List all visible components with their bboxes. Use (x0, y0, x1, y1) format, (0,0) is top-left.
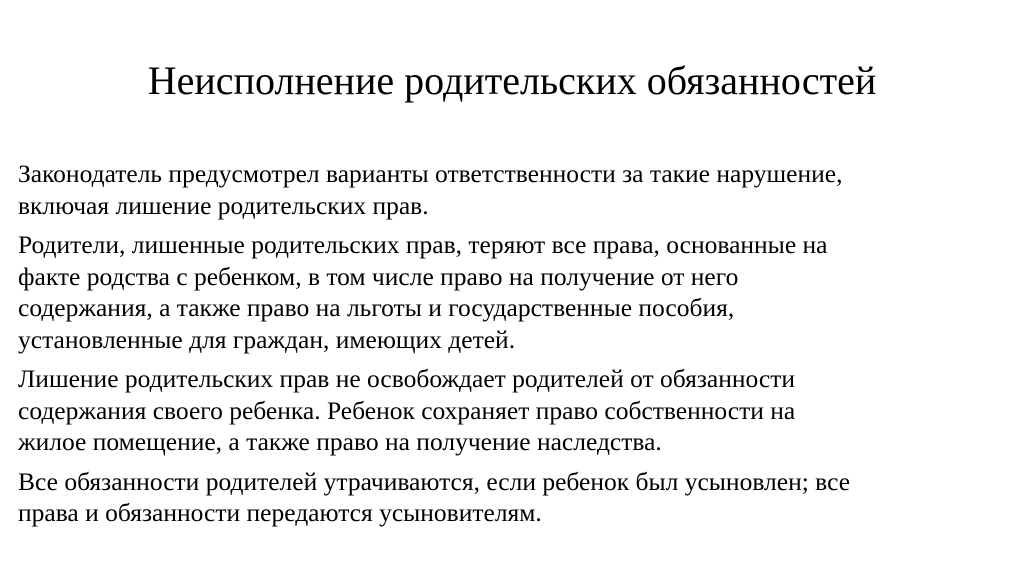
paragraph-legislator-responsibility (18, 158, 1008, 221)
paragraph-lost-rights (18, 229, 1008, 355)
paragraph-line: установленные для граждан, имеющих детей. (18, 324, 516, 354)
paragraph-line: жилое помещение, а также право на получение наследства. (18, 427, 662, 456)
paragraph-line: Законодатель предусмотрел варианты ответственности за такие нарушение, (18, 159, 843, 188)
slide-body (18, 158, 1008, 537)
paragraph-line: содержания своего ребенка. Ребенок сохраняет право собственности на (18, 395, 796, 425)
paragraph-line: Все обязанности родителей утрачиваются, если ребенок был усыновлен; все (18, 466, 851, 496)
paragraph-line: Лишение родительских прав не освобождает родителей от обязанности (18, 364, 796, 393)
paragraph-line: включая лишение родительских прав. (18, 190, 429, 220)
slide-title: Неисполнение родительских обязанностей (147, 58, 877, 103)
paragraph-line: права и обязанности передаются усыновителям. (18, 498, 542, 527)
paragraph-support-obligation (18, 363, 1008, 458)
paragraph-line: факте родства с ребенком, в том числе право на получение от него (18, 261, 739, 291)
paragraph-line: Родители, лишенные родительских прав, теряют все права, основанные на (18, 230, 828, 259)
paragraph-adoption (18, 466, 1008, 529)
paragraph-line: содержания, а также право на льготы и государственные пособия, (18, 293, 735, 322)
